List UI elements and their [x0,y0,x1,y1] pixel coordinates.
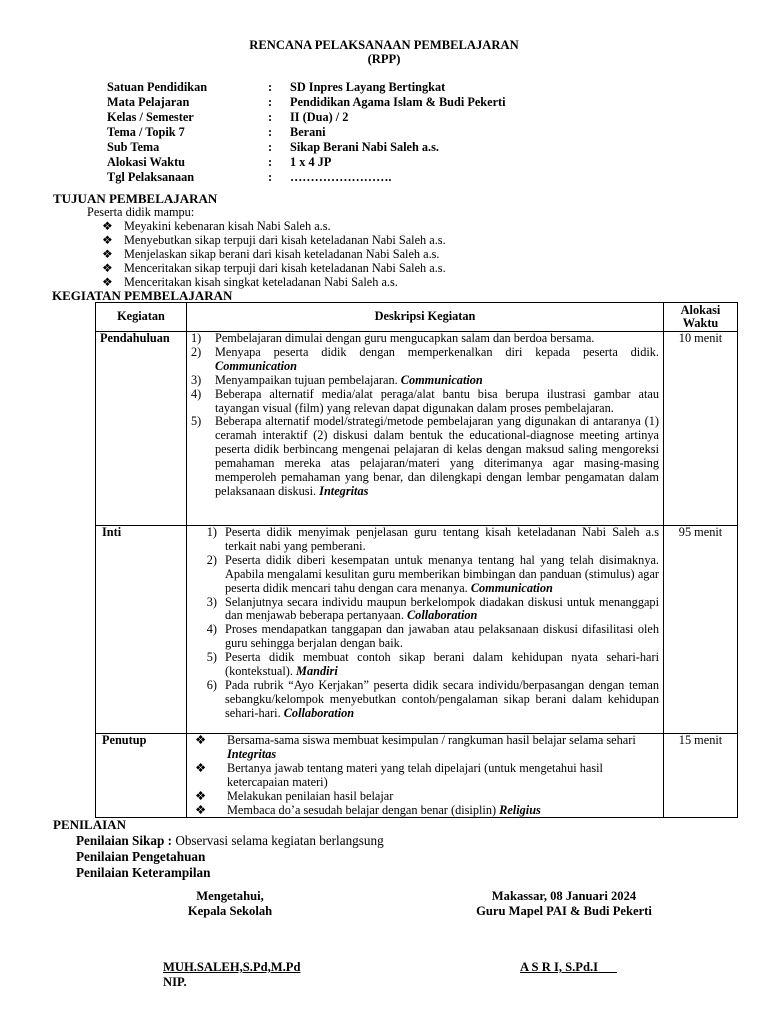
inti-item-number: 5) [206,650,217,665]
document-title: RENCANA PELAKSANAAN PEMBELAJARAN [249,38,519,52]
tujuan-intro: Peserta didik mampu: [87,205,195,219]
inti-item-tag: Collaboration [283,705,355,720]
pendahuluan-item-number: 2) [191,344,202,359]
bullet-icon: ❖ [102,233,113,247]
pendahuluan-item [191,332,659,346]
table-row-pendahuluan [96,332,738,526]
identity-row [107,110,506,125]
inti-item-number: 6) [206,677,217,692]
list-item [102,247,446,261]
inti-item-body: Pada rubrik “Ayo Kerjakan” peserta didik secara individu/berpasangan dengan teman sebangku/kelompok menyebutkan contoh/pengalaman sikap berani dalam kehidupan sehari-hari. [225,677,659,720]
inti-item-number: 3) [206,594,217,609]
identity-key: Tgl Pelaksanaan [107,170,195,184]
bullet-icon: ❖ [195,733,207,747]
penutup-item-text [227,804,659,818]
signature-left-name-block [163,960,301,990]
identity-key: Sub Tema [107,140,160,154]
signature-right [450,889,678,919]
tujuan-heading: TUJUAN PEMBELAJARAN [53,191,218,206]
pendahuluan-item-text [215,346,659,374]
identity-row [107,125,506,140]
pendahuluan-item [191,374,659,388]
inti-list [191,526,659,721]
inti-item-text [225,679,659,721]
identity-value: Pendidikan Agama Islam & Budi Pekerti [290,95,506,109]
identity-key: Mata Pelajaran [107,95,190,109]
identity-colon: : [268,170,273,184]
penutup-item [191,762,659,790]
penutup-item [191,790,659,804]
penutup-list [191,734,659,817]
pendahuluan-item-tag: Communication [400,372,483,387]
pendahuluan-item-number: 5) [191,414,202,429]
inti-item-tag: Communication [470,580,553,595]
identity-key: Satuan Pendidikan [107,80,208,94]
penilaian-keterampilan: Penilaian Keterampilan [76,865,211,880]
identity-colon: : [268,95,273,109]
pendahuluan-item-text [215,374,659,388]
table-header-row [96,303,738,332]
identity-value: Berani [290,125,326,139]
pendahuluan-item-tag: Communication [215,358,298,373]
penutup-item [191,734,659,762]
identity-row [107,80,506,95]
kegiatan-table [95,302,738,818]
identity-key: Alokasi Waktu [107,155,186,169]
inti-item [191,623,659,651]
bullet-icon: ❖ [195,788,207,803]
penutup-item [191,804,659,818]
pendahuluan-item-text [215,332,659,346]
pendahuluan-list [191,332,659,499]
inti-item [191,651,659,679]
penutup-item-tag: Integritas [227,746,277,761]
penutup-item-text [227,790,659,804]
inti-item-number: 4) [206,622,217,637]
identity-block [107,80,506,185]
inti-item-number: 1) [206,525,217,539]
penutup-item-text [227,734,659,762]
identity-row [107,140,506,155]
bullet-icon: ❖ [102,247,113,261]
pendahuluan-item [191,388,659,416]
time-inti: 95 menit [664,526,738,734]
table-row-inti [96,526,738,734]
time-pendahuluan: 10 menit [664,332,738,526]
list-item-text: Menyebutkan sikap terpuji dari kisah keteladanan Nabi Saleh a.s. [124,233,446,247]
identity-colon: : [268,140,273,154]
identity-key: Tema / Topik 7 [107,125,185,139]
penilaian-sikap-label: Penilaian Sikap : [76,833,173,848]
inti-item-text [225,554,659,596]
pendahuluan-item-text [215,388,659,416]
list-item [102,261,446,275]
inti-item-body: Proses mendapatkan tanggapan dan jawaban atau pelaksanaan diskusi difasilitasi oleh guru sehingga berjalan dengan baik. [225,622,659,651]
pendahuluan-item-body: Pembelajaran dimulai dengan guru mengucapkan salam dan berdoa bersama. [215,331,595,345]
label-pendahuluan: Pendahuluan [96,332,187,526]
inti-item-text [225,526,659,554]
tujuan-list [102,219,446,289]
signature-right-line1: Makassar, 08 Januari 2024 [491,889,637,903]
penutup-item-body: Bersama-sama siswa membuat kesimpulan / rangkuman hasil belajar selama sehari [227,733,636,747]
penutup-item-body: Membaca do’a sesudah belajar dengan benar (disiplin) [227,802,497,817]
time-penutup: 15 menit [664,734,738,818]
list-item [102,233,446,247]
bullet-icon: ❖ [195,760,207,775]
pendahuluan-item-tag: Integritas [319,483,369,498]
identity-value: SD Inpres Layang Bertingkat [290,80,446,94]
desc-penutup [187,734,664,818]
identity-value: 1 x 4 JP [290,155,332,169]
penutup-item-text [227,762,659,790]
bullet-icon: ❖ [102,275,113,289]
list-item-text: Menceritakan kisah singkat keteladanan Nabi Saleh a.s. [124,275,398,289]
inti-item-body: Selanjutnya secara individu maupun berkelompok diadakan diskusi untuk menanggapi dan menjawab beberapa pertanyaan. [225,594,659,623]
bullet-icon: ❖ [195,802,207,817]
penilaian-sikap [53,833,384,849]
desc-pendahuluan [187,332,664,526]
kepala-sekolah-name: MUH.SALEH,S.Pd,M.Pd [163,960,301,974]
header-alokasi: Alokasi Waktu [664,303,738,332]
pendahuluan-item-body: Menyampaikan tujuan pembelajaran. [215,372,398,387]
table-row-penutup [96,734,738,818]
identity-value: Sikap Berani Nabi Saleh a.s. [290,140,439,154]
document-subtitle: (RPP) [367,52,401,66]
penilaian-pengetahuan: Penilaian Pengetahuan [76,849,206,864]
signature-right-line2: Guru Mapel PAI & Budi Pekerti [476,904,652,918]
kegiatan-heading: KEGIATAN PEMBELAJARAN [52,288,233,303]
penutup-item-body: Bertanya jawab tentang materi yang telah dipelajari (untuk mengetahui hasil ketercapaian materi) [227,760,603,789]
identity-row [107,155,506,170]
identity-row [107,170,506,185]
list-item-text: Menceritakan sikap terpuji dari kisah keteladanan Nabi Saleh a.s. [124,261,446,275]
identity-colon: : [268,110,273,124]
inti-item-body: Peserta didik diberi kesempatan untuk menanya tentang hal yang telah disimaknya. Apabila mengalami kesulitan guru memberikan bimbingan dan panduan (stimulus) agar peserta didik mencari tahu dengan cara menanya. [225,552,659,595]
list-item [102,219,446,233]
penilaian-sikap-value: Observasi selama kegiatan berlangsung [172,833,384,848]
inti-item-tag: Mandiri [296,664,338,679]
list-item-text: Menjelaskan sikap berani dari kisah keteladanan Nabi Saleh a.s. [124,247,440,261]
identity-colon: : [268,155,273,169]
inti-item [191,596,659,624]
identity-row [107,95,506,110]
pendahuluan-item [191,415,659,498]
penutup-item-tag: Religius [499,802,541,817]
inti-item [191,554,659,596]
list-item-text: Meyakini kebenaran kisah Nabi Saleh a.s. [124,219,331,233]
penutup-item-body: Melakukan penilaian hasil belajar [227,788,394,803]
kepala-sekolah-nip: NIP. [163,975,187,989]
inti-item-body: Peserta didik menyimak penjelasan guru tentang kisah keteladanan Nabi Saleh a.s terkait nabi yang pemberani. [225,525,659,553]
signature-left [130,889,330,919]
bullet-icon: ❖ [102,219,113,233]
list-item [102,275,446,289]
pendahuluan-item-number: 1) [191,331,202,345]
label-inti: Inti [96,526,187,734]
pendahuluan-item-number: 4) [191,386,202,401]
pendahuluan-item-text [215,415,659,498]
penilaian-block [53,817,384,881]
header-deskripsi: Deskripsi Kegiatan [187,303,664,332]
desc-inti [187,526,664,734]
bullet-icon: ❖ [102,261,113,275]
inti-item-number: 2) [206,552,217,567]
inti-item [191,679,659,721]
identity-key: Kelas / Semester [107,110,194,124]
identity-value: ……………………. [290,170,392,184]
identity-value: II (Dua) / 2 [290,110,349,124]
header-kegiatan: Kegiatan [96,303,187,332]
inti-item-tag: Collaboration [406,608,478,623]
pendahuluan-item-body: Beberapa alternatif media/alat peraga/alat bantu bisa berupa ilustrasi gambar atau tayangan visual (film) yang relevan dapat digunakan dalam proses pembelajaran. [215,386,659,415]
penilaian-heading: PENILAIAN [53,817,126,832]
pendahuluan-item-body: Menyapa peserta didik dengan memperkenalkan diri kepada peserta didik. [215,344,659,359]
signature-left-line1: Mengetahui, [196,889,264,903]
inti-item-text [225,596,659,624]
pendahuluan-item-body: Beberapa alternatif model/strategi/metode pembelajaran yang digunakan di antaranya (1) ceramah interaktif (2) diskusi dalam bentuk the educational-diagnose meeting artinya peserta didik berbincang mengenai pelajaran di kelas dengan maksud saling mengoreksi pemahaman mereka atas pelajaran/materi yang diterimanya agar masing-masing memperoleh pemahaman yang benar, dan dilengkapi dengan lembar pengamatan dalam pelaksanaan diskusi. [215,414,659,498]
signature-left-line2: Kepala Sekolah [187,904,273,918]
inti-item-text [225,651,659,679]
identity-colon: : [268,125,273,139]
label-penutup: Penutup [96,734,187,818]
guru-name: A S R I, S.Pd.I [520,960,617,974]
pendahuluan-item-number: 3) [191,372,202,387]
pendahuluan-item [191,346,659,374]
inti-item-text [225,623,659,651]
inti-item-body: Peserta didik membuat contoh sikap berani dalam kehidupan nyata sehari-hari (kontekstual). [225,650,659,679]
identity-colon: : [268,80,273,94]
inti-item [191,526,659,554]
